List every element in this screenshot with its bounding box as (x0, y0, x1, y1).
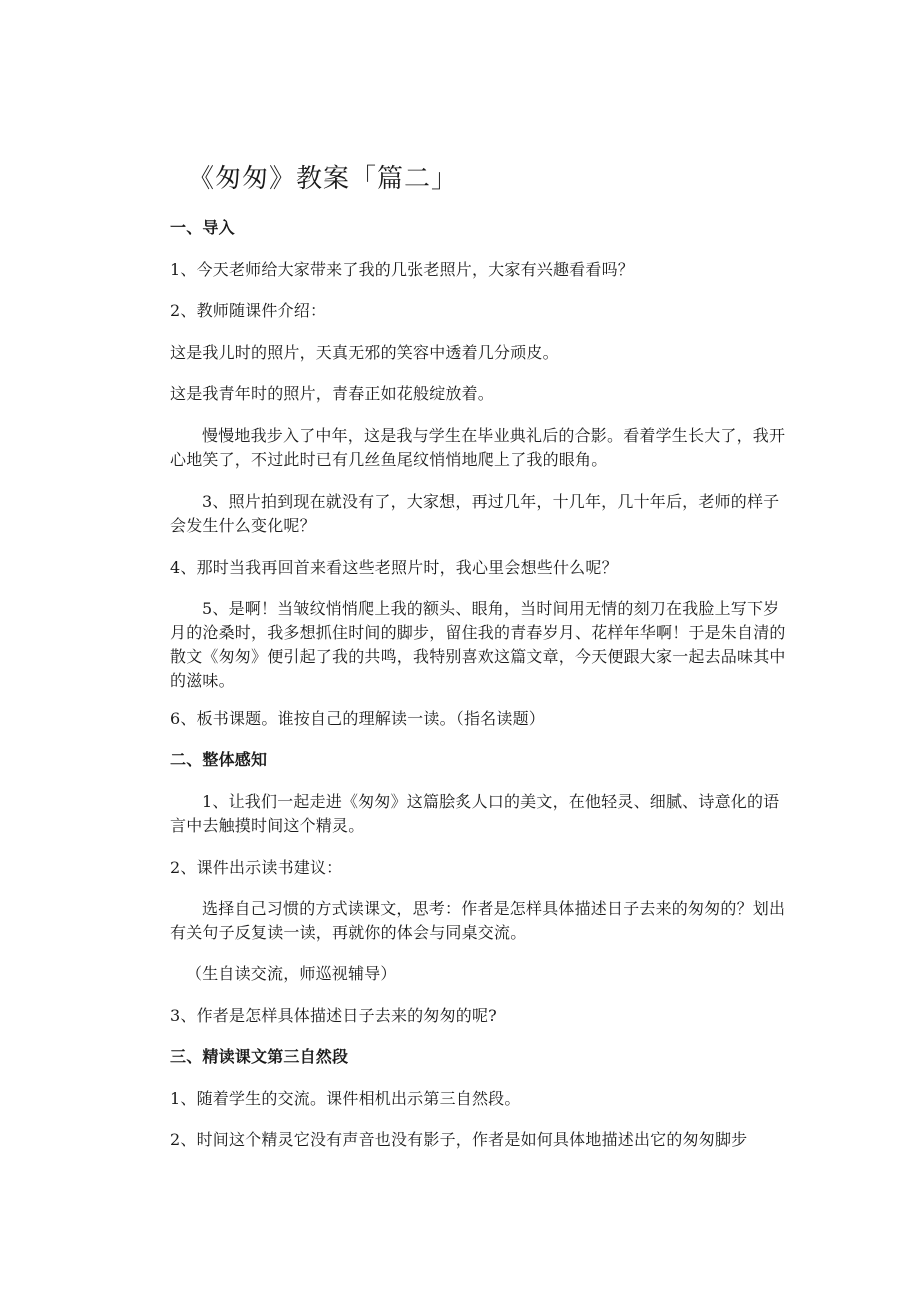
paragraph: 这是我儿时的照片，天真无邪的笑容中透着几分顽皮。 (170, 343, 559, 362)
paragraph: 6、板书课题。谁按自己的理解读一读。（指名读题） (170, 709, 545, 728)
paragraph: （生自读交流，师巡视辅导） (186, 964, 397, 983)
section-heading-close-reading: 三、精读课文第三自然段 (170, 1047, 349, 1066)
paragraph: 3、照片拍到现在就没有了，大家想，再过几年，十几年，几十年后，老师的样子会发生什么变化呢？ (170, 492, 780, 535)
paragraph: 选择自己习惯的方式读课文，思考：作者是怎样具体描述日子去来的匆匆的？划出有关句子反复读一读，再就你的体会与同桌交流。 (170, 899, 786, 942)
paragraph: 这是我青年时的照片，青春正如花般绽放着。 (170, 384, 495, 403)
document-title: 《匆匆》教案「篇二」 (188, 164, 459, 194)
paragraph: 2、课件出示读书建议： (170, 858, 343, 877)
paragraph: 4、那时当我再回首来看这些老照片时，我心里会想些什么呢？ (170, 558, 618, 577)
paragraph: 3、作者是怎样具体描述日子去来的匆匆的呢? (170, 1006, 497, 1025)
paragraph: 5、是啊！当皱纹悄悄爬上我的额头、眼角，当时间用无情的刻刀在我脸上写下岁月的沧桑时，我多想抓住时间的脚步，留住我的青春岁月、花样年华啊！于是朱自清的散文《匆匆》便引起了我的共鸣，我特别喜欢这篇文章，今天便跟大家一起去品味其中的滋味。 (170, 599, 786, 690)
paragraph: 1、让我们一起走进《匆匆》这篇脍炙人口的美文，在他轻灵、细腻、诗意化的语言中去触摸时间这个精灵。 (170, 792, 780, 835)
paragraph: 1、随着学生的交流。课件相机出示第三自然段。 (170, 1089, 521, 1108)
paragraph: 1、今天老师给大家带来了我的几张老照片，大家有兴趣看看吗？ (170, 260, 634, 279)
section-heading-overview: 二、整体感知 (170, 750, 268, 769)
section-heading-intro: 一、导入 (170, 218, 235, 237)
paragraph: 慢慢地我步入了中年，这是我与学生在毕业典礼后的合影。看着学生长大了，我开心地笑了，不过此时已有几丝鱼尾纹悄悄地爬上了我的眼角。 (170, 426, 786, 469)
paragraph: 2、时间这个精灵它没有声音也没有影子，作者是如何具体地描述出它的匆匆脚步 (170, 1130, 748, 1149)
paragraph: 2、教师随课件介绍： (170, 301, 327, 320)
